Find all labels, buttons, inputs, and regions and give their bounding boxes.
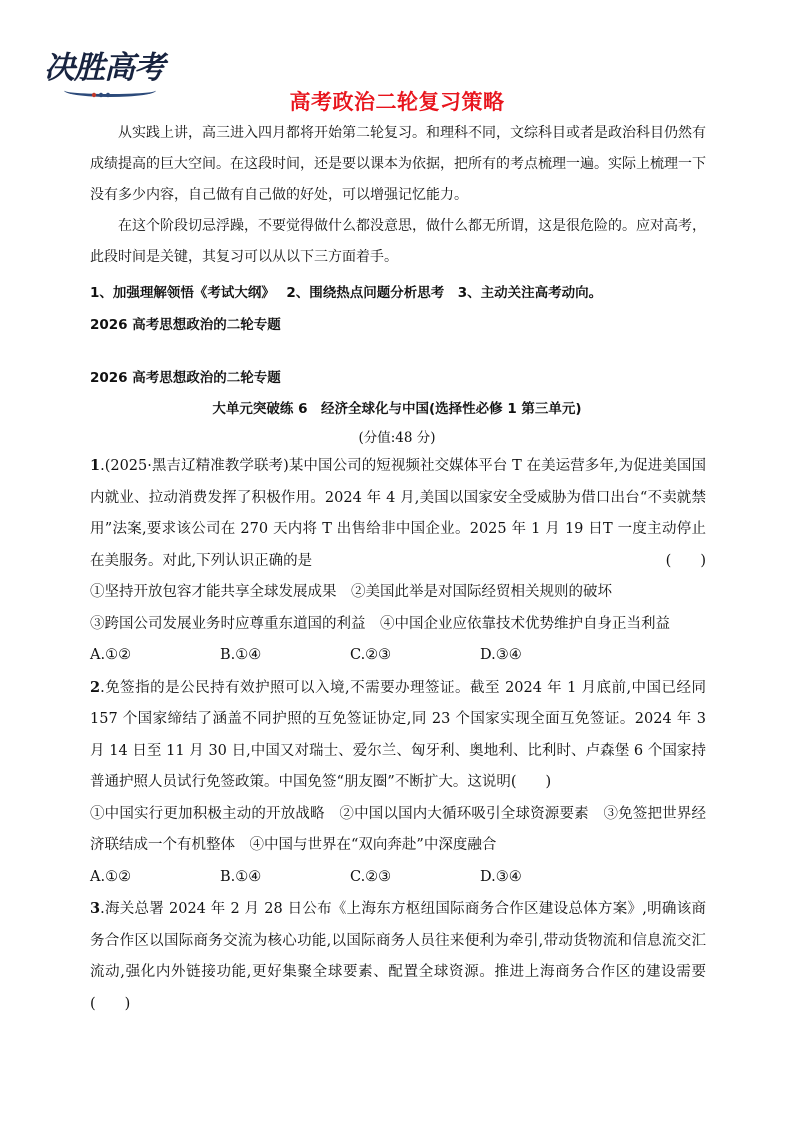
intro-paragraph-1: 从实践上讲，高三进入四月都将开始第二轮复习。和理科不同，文综科目或者是政治科目仍然有成绩提高的巨大空间。在这段时间，还是要以课本为依据，把所有的考点梳理一遍。实际上梳理一下没有多少内容，自己做有自己做的好处，可以增强记忆能力。 bbox=[90, 125, 706, 203]
unit-title: 大单元突破练 6 经济全球化与中国(选择性必修 1 第三单元) bbox=[212, 401, 582, 417]
score-note: (分值:48 分) bbox=[358, 430, 436, 446]
answer-choices bbox=[90, 862, 706, 894]
answer-choices bbox=[90, 640, 706, 672]
answer-blank: ( ) bbox=[665, 552, 706, 569]
question-number: 2 bbox=[90, 678, 101, 696]
question-2 bbox=[90, 672, 706, 894]
choice-c: C.②③ bbox=[350, 647, 392, 663]
topic-heading-2: 2026 高考思想政治的二轮专题 bbox=[90, 370, 281, 386]
question-stem: .免签指的是公民持有效护照可以入境,不需要办理签证。截至 2024 年 1 月底前,中国已经同 157 个国家缔结了涵盖不同护照的互免签证协定,同 23 个国家实现全面互免签证。2024 年 3 月 14 日至 11 月 30 日,中国又对瑞士、爱尔兰、匈牙利、奥地利、比利时、卢森堡 6 个国家持普通护照人员试行免签政策。中国免签“朋友圈”不断扩大。这说明( ) bbox=[90, 679, 706, 790]
page-title: 高考政治二轮复习策略 bbox=[289, 90, 505, 114]
question-options: ①中国实行更加积极主动的开放战略 ②中国以国内大循环吸引全球资源要素 ③免签把世界经济联结成一个有机整体 ④中国与世界在“双向奔赴”中深度融合 bbox=[90, 805, 706, 853]
choice-b: B.①④ bbox=[220, 647, 262, 663]
question-options: ③跨国公司发展业务时应尊重东道国的利益 ④中国企业应依靠技术优势维护自身正当利益 bbox=[90, 615, 670, 632]
choice-a: A.①② bbox=[90, 868, 132, 885]
choice-b: B.①④ bbox=[220, 868, 262, 885]
choice-a: A.①② bbox=[90, 647, 132, 663]
intro bbox=[90, 118, 706, 273]
choice-c: C.②③ bbox=[350, 868, 392, 885]
choice-d: D.③④ bbox=[480, 647, 522, 663]
question-list bbox=[90, 450, 706, 1020]
key-points: 1、加强理解领悟《考试大纲》 2、围绕热点问题分析思考 3、主动关注高考动向。 bbox=[90, 285, 603, 301]
intro-paragraph-2: 在这个阶段切忌浮躁，不要觉得做什么都没意思，做什么都无所谓，这是很危险的。应对高考，此段时间是关键，其复习可以从以下三方面着手。 bbox=[90, 218, 706, 265]
question-3 bbox=[90, 893, 706, 1020]
question-number: 1 bbox=[90, 457, 101, 474]
topic-heading-1: 2026 高考思想政治的二轮专题 bbox=[90, 317, 281, 333]
question-stem: .海关总署 2024 年 2 月 28 日公布《上海东方枢纽国际商务合作区建设总体方案》,明确该商务合作区以国际商务交流为核心功能,以国际商务人员往来便利为牵引,带动货物流和信息流交汇流动,强化内外链接功能,更好集聚全球要素、配置全球资源。推进上海商务合作区的建设需要( ) bbox=[90, 901, 706, 1012]
logo-text: 决胜高考 bbox=[44, 50, 164, 86]
question-stem: .(2025·黑吉辽精准教学联考)某中国公司的短视频社交媒体平台 T 在美运营多年,为促进美国国内就业、拉动消费发挥了积极作用。2024 年 4 月,美国以国家安全受威胁为借口出台“不卖就禁用”法案,要求该公司在 270 天内将 T 出售给非中国企业。2025 年 1 月 19 日T 一度主动停止在美服务。对此,下列认识正确的是 bbox=[90, 458, 706, 569]
choice-d: D.③④ bbox=[480, 868, 522, 885]
question-number: 3 bbox=[90, 900, 101, 917]
question-options: ①坚持开放包容才能共享全球发展成果 ②美国此举是对国际经贸相关规则的破坏 bbox=[90, 584, 612, 600]
question-1 bbox=[90, 450, 706, 672]
